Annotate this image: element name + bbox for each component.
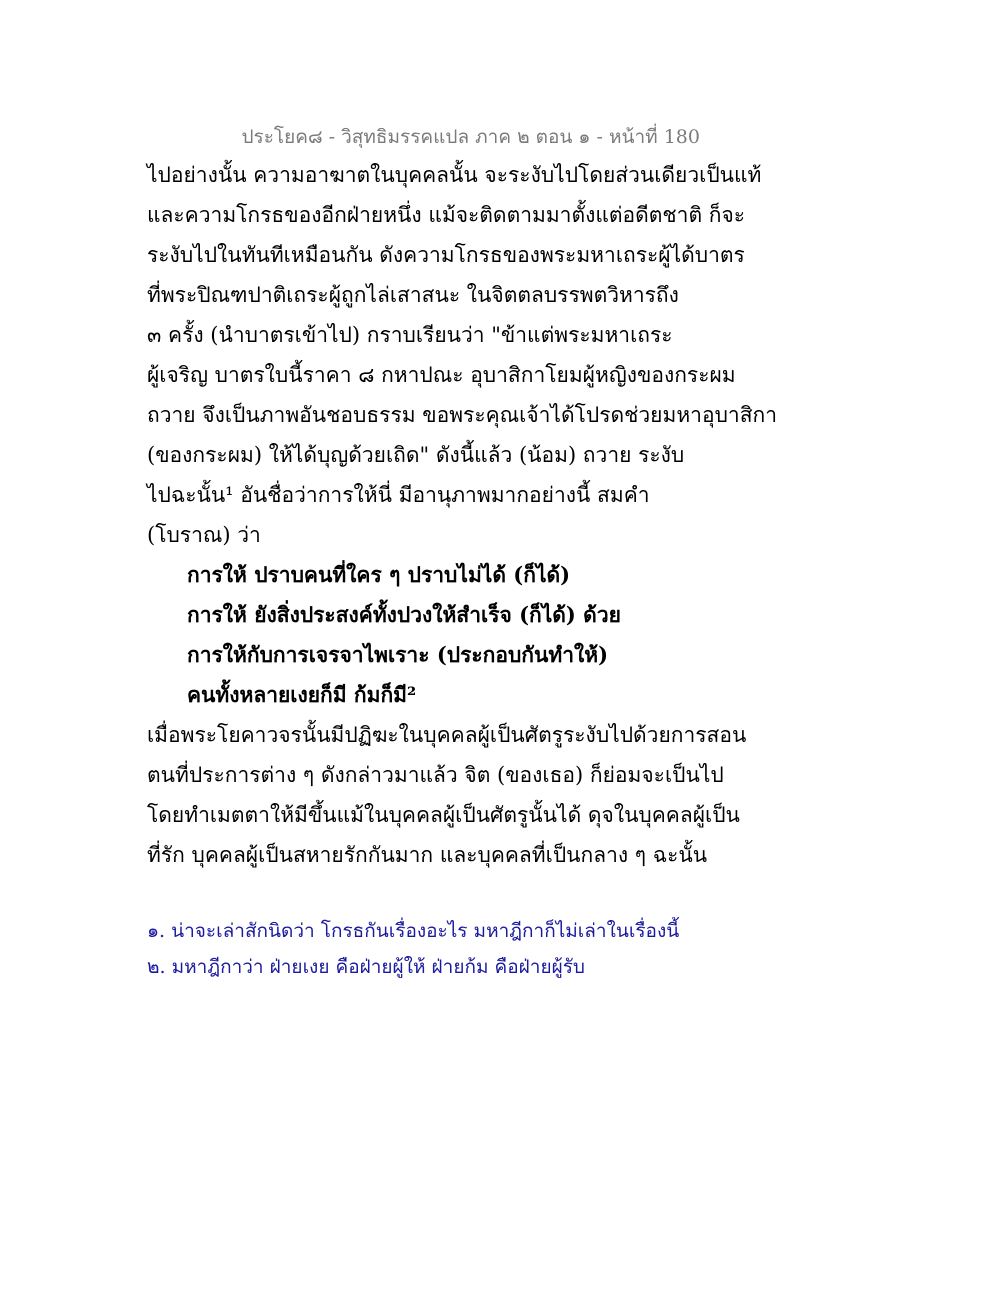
verse-line: การให้กับการเจรจาไพเราะ (ประกอบกันทำให้) (187, 642, 609, 667)
closing-line: โดยทำเมตตาให้มีขึ้นแม้ในบุคคลผู้เป็นศัตรูนั้นได้ ดุจในบุคคลผู้เป็น (147, 803, 740, 827)
footnote-2: ๒. มหาฎีกาว่า ฝ่ายเงย คือฝ่ายผู้ให้ ฝ่ายก้ม คือฝ่ายผู้รับ (147, 956, 585, 978)
body-line: ไปฉะนั้น¹ อันชื่อว่าการให้นี่ มีอานุภาพมากอย่างนี้ สมคำ (147, 483, 650, 507)
body-line: ถวาย จึงเป็นภาพอันชอบธรรม ขอพระคุณเจ้าได้โปรดช่วยมหาอุบาสิกา (147, 403, 778, 427)
body-line: ที่พระปิณฑปาติเถระผู้ถูกไล่เสาสนะ ในจิตตลบรรพตวิหารถึง (147, 283, 679, 307)
body-line: ระงับไปในทันทีเหมือนกัน ดังความโกรธของพระมหาเถระผู้ได้บาตร (147, 243, 745, 267)
body-line: ไปอย่างนั้น ความอาฆาตในบุคคลนั้น จะระงับไปโดยส่วนเดียวเป็นแท้ (147, 163, 762, 187)
body-line: (โบราณ) ว่า (147, 523, 261, 547)
body-text (147, 155, 778, 875)
closing-line: ที่รัก บุคคลผู้เป็นสหายรักกันมาก และบุคคลที่เป็นกลาง ๆ ฉะนั้น (147, 843, 708, 867)
body-line: ผู้เจริญ บาตรใบนี้ราคา ๘ กหาปณะ อุบาสิกาโยมผู้หญิงของกระผม (147, 363, 736, 387)
body-line: ๓ ครั้ง (นำบาตรเข้าไป) กราบเรียนว่า "ข้าแต่พระมหาเถระ (147, 323, 673, 347)
footnotes (147, 913, 747, 985)
closing-line: เมื่อพระโยคาวจรนั้นมีปฏิฆะในบุคคลผู้เป็นศัตรูระงับไปด้วยการสอน (147, 723, 747, 747)
verse-line: คนทั้งหลายเงยก็มี ก้มก็มี² (187, 682, 417, 707)
footnote-1: ๑. น่าจะเล่าสักนิดว่า โกรธกันเรื่องอะไร มหาฎีกาก็ไม่เล่าในเรื่องนี้ (147, 920, 680, 942)
body-line: และความโกรธของอีกฝ่ายหนึ่ง แม้จะติดตามมาตั้งแต่อดีตชาติ ก็จะ (147, 203, 746, 227)
closing-line: ตนที่ประการต่าง ๆ ดังกล่าวมาแล้ว จิต (ของเธอ) ก็ย่อมจะเป็นไป (147, 763, 724, 787)
verse-line: การให้ ยังสิ่งประสงค์ทั้งปวงให้สำเร็จ (ก็ได้) ด้วย (187, 602, 621, 627)
page-header: ประโยค๘ - วิสุทธิมรรคแปล ภาค ๒ ตอน ๑ - หน้าที่ 180 (241, 126, 700, 148)
verse-line: การให้ ปราบคนที่ใคร ๆ ปราบไม่ได้ (ก็ได้) (187, 562, 571, 587)
body-line: (ของกระผม) ให้ได้บุญด้วยเถิด" ดังนี้แล้ว (น้อม) ถวาย ระงับ (147, 443, 685, 467)
